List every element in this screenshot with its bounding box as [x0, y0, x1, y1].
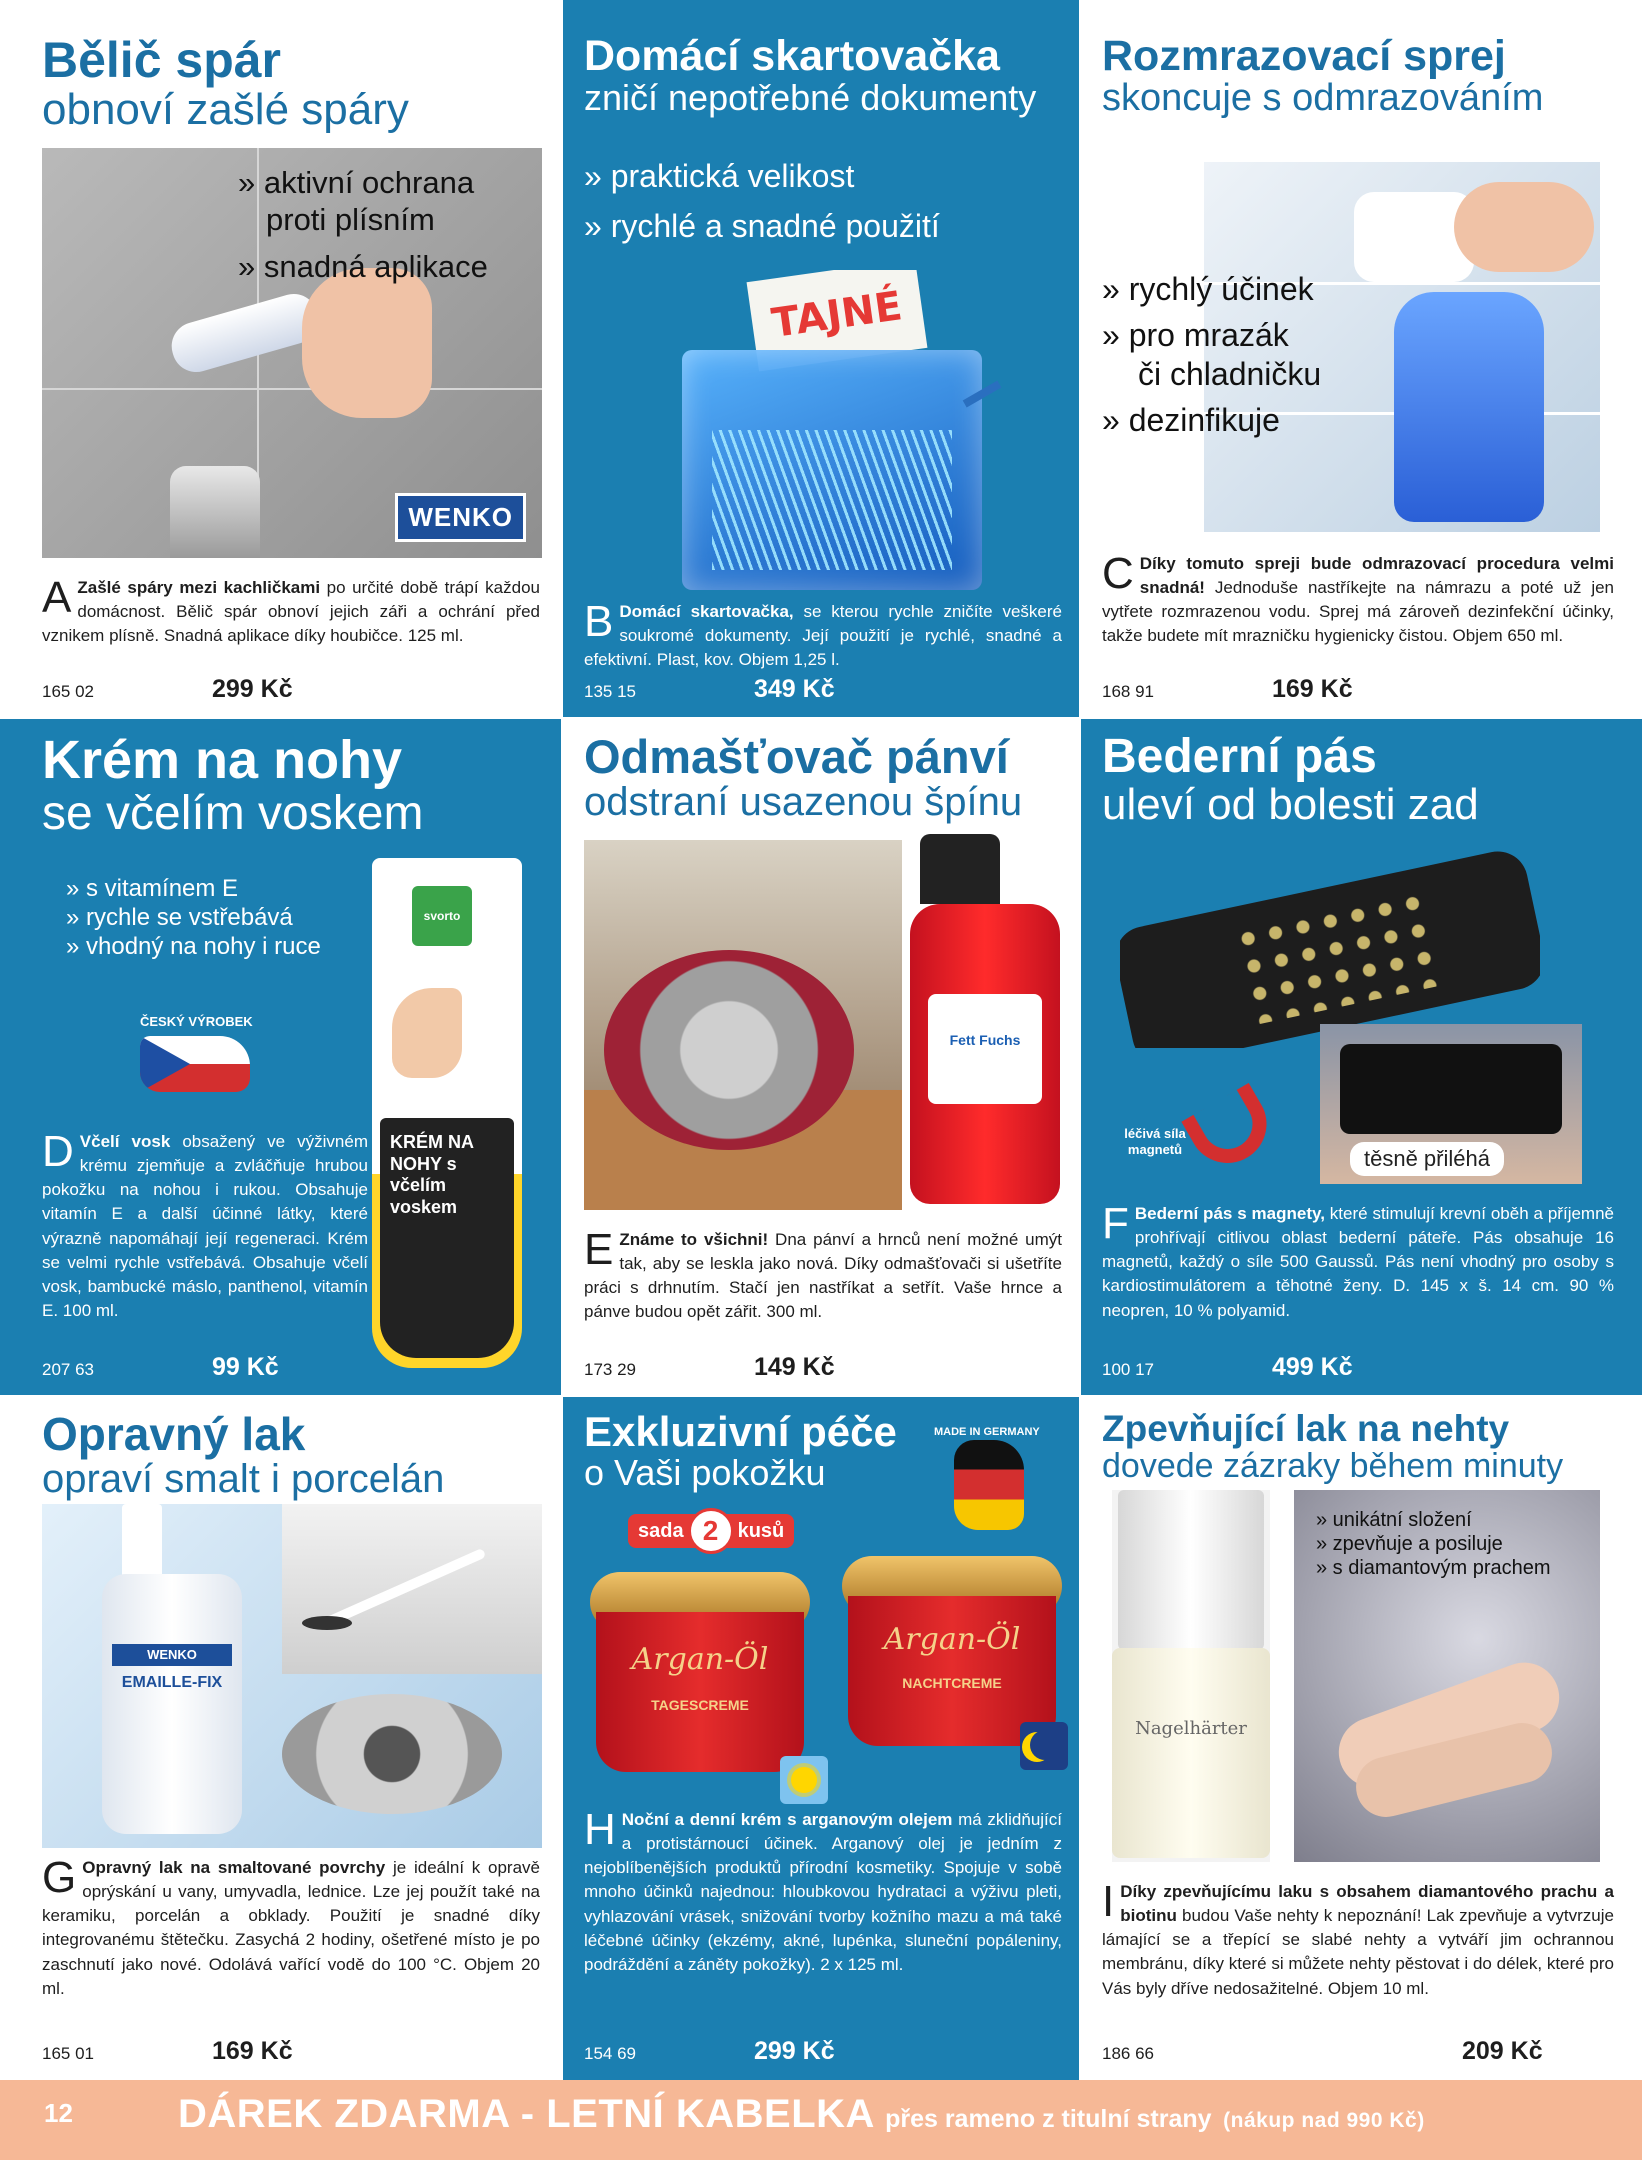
price-line — [1102, 2037, 1543, 2066]
price-line — [42, 2037, 293, 2066]
product-code: 100 17 — [1102, 1360, 1154, 1379]
czech-product-badge: ČESKÝ VÝROBEK — [140, 1014, 253, 1029]
promo-footer — [0, 2080, 1642, 2160]
product-title: Zpevňující lak na nehty — [1102, 1408, 1510, 1449]
feature-item: proti plísním — [266, 202, 435, 238]
description-text: budou Vaše nehty k nepoznání! Lak zpevňuje a vytvrzuje lámající se a třepící se slabé nehty a vytváří jim ochrannou membránu, díky které si můžete nehty pěstovat i do délek, které pro Vás byly dříve nedosažitelné. Objem 10 ml. — [1102, 1906, 1614, 1998]
bottle-brand: WENKO — [112, 1644, 232, 1666]
description-lead: Domácí skartovačka, — [619, 602, 794, 621]
price-line — [584, 675, 835, 704]
drain — [282, 1694, 502, 1814]
set-badge-suffix: kusů — [737, 1519, 785, 1542]
product-letter: H — [584, 1805, 616, 1854]
product-subtitle: obnoví zašlé spáry — [42, 84, 409, 134]
feature-list — [584, 157, 1062, 246]
product-price: 169 Kč — [212, 2037, 293, 2065]
description-text: se kterou rychle zničíte veškeré soukromé dokumenty. Její použití je rychlé, snadné a efektivní. Plast, kov. Objem 1,25 l. — [584, 602, 1062, 670]
feature-item: » vhodný na nohy i ruce — [66, 932, 321, 960]
product-subtitle: dovede zázraky během minuty — [1102, 1446, 1564, 1485]
cream-tube — [372, 858, 522, 1368]
nail-bottle — [1112, 1648, 1270, 1858]
description-text: obsažený ve výživném krému zjemňuje a zvláčňuje hrubou pokožku na nohou i rukou. Obsahuje vitamín E a další účinné látky, které výrazně napomáhají její regeneraci. Krém se velmi rychle vstřebává. Obsahuje včelí vosk, bambucké máslo, panthenol, vitamín E. 100 ml. — [42, 1132, 368, 1320]
product-title: Rozmrazovací sprej — [1102, 32, 1506, 80]
made-in-badge: MADE IN GERMANY — [934, 1426, 1040, 1438]
product-description — [42, 573, 540, 648]
product-letter: I — [1102, 1877, 1115, 1926]
product-description — [1102, 549, 1614, 649]
feature-list — [1316, 1508, 1551, 1580]
degreaser-bottle — [910, 904, 1060, 1204]
jar-label: Argan-Öl — [631, 1642, 769, 1677]
product-title: Exkluzivní péče — [584, 1408, 897, 1455]
product-code: 154 69 — [584, 2044, 636, 2063]
feature-item: » dezinfikuje — [1102, 402, 1280, 439]
product-subtitle: zničí nepotřebné dokumenty — [584, 77, 1037, 119]
divider — [561, 0, 563, 2080]
product-c — [1080, 0, 1642, 718]
product-code: 186 66 — [1102, 2044, 1154, 2063]
czech-flag-map — [140, 1036, 250, 1092]
set-badge-number: 2 — [688, 1508, 734, 1554]
bottle — [166, 288, 324, 377]
feature-item: » rychle se vstřebává — [66, 903, 293, 931]
description-lead: Včelí vosk — [79, 1132, 171, 1151]
description-lead: Zašlé spáry mezi kachličkami — [77, 578, 321, 597]
bottle-label: EMAILLE-FIX — [121, 1674, 223, 1691]
feature-item: » rychlé a snadné použití — [584, 208, 940, 245]
feature-item: » praktická velikost — [584, 157, 855, 194]
repair-bottle — [102, 1574, 242, 1834]
set-badge-text: sada — [638, 1519, 684, 1542]
product-code: 165 02 — [42, 682, 94, 701]
description-lead: Díky zpevňujícímu laku s obsahem diamantového prachu a biotinu — [1120, 1882, 1614, 1926]
product-description — [42, 1853, 541, 2001]
bottle-cap — [122, 1504, 162, 1584]
product-price: 499 Kč — [1272, 1353, 1353, 1381]
product-description — [1102, 1877, 1614, 2001]
product-title: Bederní pás — [1102, 730, 1377, 783]
product-code: 207 63 — [42, 1360, 94, 1379]
description-lead: Bederní pás s magnety, — [1134, 1204, 1325, 1223]
product-photo — [1112, 1490, 1270, 1862]
price-line — [42, 675, 293, 704]
product-subtitle: se včelím voskem — [42, 786, 424, 840]
product-photo — [42, 1504, 542, 1848]
product-g — [0, 1396, 562, 2080]
divider — [0, 717, 1642, 719]
germany-flag-map — [954, 1440, 1024, 1530]
bottle-label: Nagelhärter — [1135, 1718, 1247, 1739]
product-description — [584, 1805, 1062, 1977]
product-price: 149 Kč — [754, 1353, 835, 1381]
promo-tail: přes rameno z titulní strany — [885, 2105, 1212, 2133]
moon-icon — [1020, 1722, 1068, 1770]
faucet — [170, 466, 260, 558]
product-letter: B — [584, 597, 614, 646]
product-photo — [42, 148, 542, 558]
description-lead: Známe to všichni! — [619, 1230, 769, 1249]
product-code: 165 01 — [42, 2044, 94, 2063]
description-text: má zklidňující a protistárnoucí účinek. Arganový olej je jedním z nejoblíbenějších produktů přírodní kosmetiky. Spojuje v sobě mnoho účinků najednou: hloubkovou hydrataci a výživu pleti, vyhlazování vrásek, snižování tvorby kožního mazu a má také léčebné účinky (ekzémy, akné, lupénka, sluneční popáleniny, podráždění a záněty pokožky). 2 x 125 ml. — [584, 1810, 1062, 1974]
product-f — [1080, 718, 1642, 1396]
product-letter: F — [1102, 1199, 1129, 1248]
divider — [0, 1395, 1642, 1397]
product-description — [584, 1225, 1062, 1325]
foot-image — [392, 988, 462, 1078]
product-letter: C — [1102, 549, 1134, 598]
product-title: Opravný lak — [42, 1408, 306, 1460]
product-description — [42, 1127, 368, 1323]
product-price: 349 Kč — [754, 675, 835, 703]
product-letter: E — [584, 1225, 614, 1274]
product-a — [0, 0, 562, 718]
product-photo-worn — [1320, 1024, 1582, 1184]
price-line — [1102, 675, 1353, 704]
product-code: 173 29 — [584, 1360, 636, 1379]
magnet-dots — [1232, 886, 1448, 1025]
feature-list — [238, 164, 488, 286]
product-price: 99 Kč — [212, 1353, 279, 1381]
description-text: je ideální k opravě oprýskání u vany, umyvadla, lednice. Lze jej použít také na keramiku, porcelán a obklady. Použití je snadné díky integrovanému štětečku. Zasychá 2 hodiny, ošetřené místo je po zaschnutí jako nové. Odolává vařící vodě do 100 °C. Objem 20 ml. — [42, 1858, 541, 1998]
product-letter: A — [42, 573, 72, 622]
feature-item: » snadná aplikace — [238, 249, 488, 285]
feature-item: » s vitamínem E — [66, 875, 239, 903]
description-text: po určité době trápí každou domácnost. Bělič spár obnoví jejich záři a ochrání před vznikem plísně. Snadná aplikace díky houbičce. 125 ml. — [42, 578, 540, 646]
price-line — [584, 1353, 835, 1382]
product-title: Domácí skartovačka — [584, 32, 1000, 80]
hand — [302, 268, 432, 418]
feature-item: » rychlý účinek — [1102, 271, 1314, 307]
brush-inset — [282, 1504, 542, 1674]
set-badge — [628, 1514, 794, 1548]
product-letter: D — [42, 1127, 74, 1176]
feature-item: » aktivní ochrana — [238, 165, 475, 200]
jar-sublabel: TAGESCREME — [651, 1697, 749, 1713]
bottle-label: Fett Fuchs — [928, 994, 1042, 1104]
hand — [1454, 182, 1594, 272]
description-text: které stimulují krevní oběh a příjemně prohřívají citlivou oblast bederní páteře. Pás obsahuje 16 magnetů, každý o síle 500 Gaussů. Pás není vhodný pro osoby s kardiostimulátorem a těhotné ženy. D. 145 x š. 14 cm. 90 % neopren, 10 % polyamid. — [1102, 1204, 1614, 1320]
product-photo — [662, 270, 1012, 590]
description-lead: Díky tomuto spreji bude odmrazovací procedura velmi snadná! — [1139, 554, 1614, 598]
spray-bottle — [1394, 292, 1544, 522]
product-h — [562, 1396, 1080, 2080]
page-number: 12 — [44, 2098, 73, 2128]
description-lead: Opravný lak na smaltované povrchy — [82, 1858, 386, 1877]
belt-worn — [1340, 1044, 1562, 1134]
product-description — [1102, 1199, 1614, 1323]
jar-sublabel: NACHTCREME — [902, 1675, 1002, 1691]
promo-note: (nákup nad 990 Kč) — [1223, 2109, 1425, 2132]
product-i — [1080, 1396, 1642, 2080]
price-line — [584, 2037, 835, 2066]
divider — [1079, 0, 1081, 2080]
feature-item: » s diamantovým prachem — [1316, 1557, 1551, 1579]
sun-icon — [780, 1756, 828, 1804]
product-subtitle: uleví od bolesti zad — [1102, 780, 1479, 830]
product-code: 135 15 — [584, 682, 636, 701]
feature-item: či chladničku — [1138, 355, 1322, 392]
bottle-cap — [1118, 1490, 1264, 1650]
product-price: 299 Kč — [212, 675, 293, 703]
product-price: 209 Kč — [1462, 2037, 1543, 2065]
magnet-icon — [1181, 1083, 1281, 1177]
product-subtitle: skoncuje s odmrazováním — [1102, 77, 1544, 120]
product-subtitle: o Vaši pokožku — [584, 1452, 826, 1494]
product-photo — [362, 858, 532, 1378]
jar-day — [590, 1572, 810, 1782]
product-b — [562, 0, 1080, 718]
description-lead: Noční a denní krém s arganovým olejem — [621, 1810, 953, 1829]
product-subtitle: odstraní usazenou špínu — [584, 780, 1023, 825]
fit-label: těsně přiléhá — [1350, 1142, 1504, 1176]
wenko-logo: WENKO — [395, 493, 526, 542]
product-code: 168 91 — [1102, 682, 1154, 701]
frying-pan — [604, 950, 854, 1150]
product-price: 299 Kč — [754, 2037, 835, 2065]
product-letter: G — [42, 1853, 77, 1902]
product-d — [0, 718, 562, 1396]
promo-main: DÁREK ZDARMA - LETNÍ KABELKA — [178, 2092, 874, 2136]
product-price: 169 Kč — [1272, 675, 1353, 703]
product-photo — [584, 840, 902, 1210]
price-line — [42, 1353, 279, 1382]
jar-label: Argan-Öl — [883, 1622, 1021, 1657]
product-photo — [1120, 848, 1540, 1048]
feature-list — [1102, 270, 1321, 440]
belt — [1120, 848, 1540, 1048]
paper-label: TAJNÉ — [769, 283, 905, 347]
feature-item: » zpevňuje a posiluje — [1316, 1533, 1503, 1555]
tube-label: KRÉM NA NOHY s včelím voskem — [380, 1118, 514, 1358]
product-subtitle: opraví smalt i porcelán — [42, 1457, 445, 1502]
spray-head — [920, 834, 1000, 904]
product-title: Odmašťovač pánví — [584, 730, 1009, 783]
description-text: Dna pánví a hrnců není možné umýt tak, aby se leskla jako nová. Díky odmašťovači si ušetříte práci s drhnutím. Stačí jen nastříkat a setřít. Vaše hrnce a pánve budou opět zářit. 300 ml. — [584, 1230, 1062, 1322]
product-title: Krém na nohy — [42, 730, 403, 790]
feature-item: » unikátní složení — [1316, 1509, 1472, 1531]
feature-item: » pro mrazák — [1102, 317, 1289, 354]
tube-brand: svorto — [412, 886, 472, 946]
product-description — [584, 597, 1062, 672]
promo-text — [178, 2092, 1425, 2137]
product-e — [562, 718, 1080, 1396]
magnet-label: léčivá síla magnetů — [1124, 1126, 1186, 1157]
product-photo-bottle — [900, 834, 1070, 1214]
shredder — [682, 350, 982, 590]
description-text: Jednoduše nastříkejte na námrazu a poté už jen vytřete rozmrazenou vodu. Sprej má zároveň dezinfekční účinky, takže budete mít mrazničku hygienicky čistou. Objem 650 ml. — [1102, 578, 1614, 646]
price-line — [1102, 1353, 1353, 1382]
product-title: Bělič spár — [42, 32, 282, 88]
